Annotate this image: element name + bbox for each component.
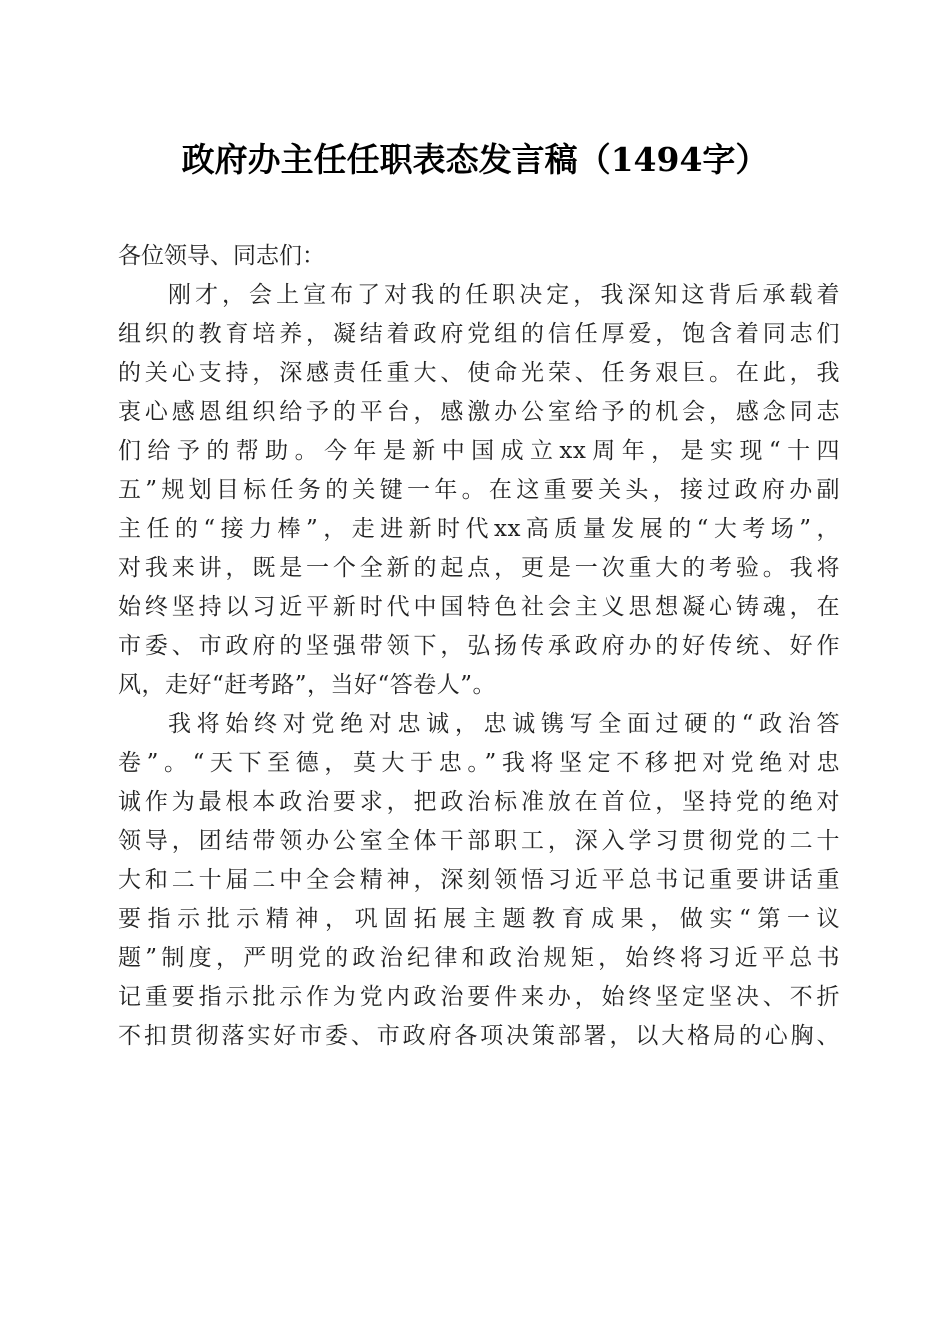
paragraph-1: [118, 276, 840, 705]
text-line: 市委、市政府的坚强带领下，弘扬传承政府办的好传统、好作: [118, 633, 840, 659]
text-line: 我将始终对党绝对忠诚，忠诚镌写全面过硬的“政治答: [168, 711, 840, 737]
text-line: 诚作为最根本政治要求，把政治标准放在首位，坚持党的绝对: [118, 789, 840, 815]
document-title: 政府办主任任职表态发言稿（1494字）: [181, 140, 769, 179]
text-line: 题”制度，严明党的政治纪律和政治规矩，始终将习近平总书: [118, 945, 840, 971]
document-body: [118, 237, 840, 1056]
text-line: 不扣贯彻落实好市委、市政府各项决策部署，以大格局的心胸、: [118, 1023, 840, 1049]
text-line: 衷心感恩组织给予的平台，感激办公室给予的机会，感念同志: [118, 399, 840, 425]
text-line: 卷”。“天下至德，莫大于忠。”我将坚定不移把对党绝对忠: [118, 750, 840, 776]
text-line: 对我来讲，既是一个全新的起点，更是一次重大的考验。我将: [118, 555, 840, 581]
text-line: 记重要指示批示作为党内政治要件来办，始终坚定坚决、不折: [118, 984, 840, 1010]
text-line: 刚才，会上宣布了对我的任职决定，我深知这背后承载着: [168, 282, 840, 308]
text-line: 领导，团结带领办公室全体干部职工，深入学习贯彻党的二十: [118, 828, 840, 854]
text-line: 始终坚持以习近平新时代中国特色社会主义思想凝心铸魂，在: [118, 594, 840, 620]
text-line: 主任的“接力棒”，走进新时代xx高质量发展的“大考场”，: [118, 516, 840, 542]
text-line: 大和二十届二中全会精神，深刻领悟习近平总书记重要讲话重: [118, 867, 840, 893]
text-line: 们给予的帮助。今年是新中国成立xx周年，是实现“十四: [118, 438, 840, 464]
paragraph-2: [118, 705, 840, 1056]
text-line: 的关心支持，深感责任重大、使命光荣、任务艰巨。在此，我: [118, 360, 840, 386]
text-line: 五”规划目标任务的关键一年。在这重要关头，接过政府办副: [118, 477, 840, 503]
text-line: 要指示批示精神，巩固拓展主题教育成果，做实“第一议: [118, 906, 840, 932]
salutation: 各位领导、同志们：: [118, 243, 325, 269]
text-line: 组织的教育培养，凝结着政府党组的信任厚爱，饱含着同志们: [118, 321, 840, 347]
text-line: 风，走好“赶考路”，当好“答卷人”。: [118, 672, 497, 698]
